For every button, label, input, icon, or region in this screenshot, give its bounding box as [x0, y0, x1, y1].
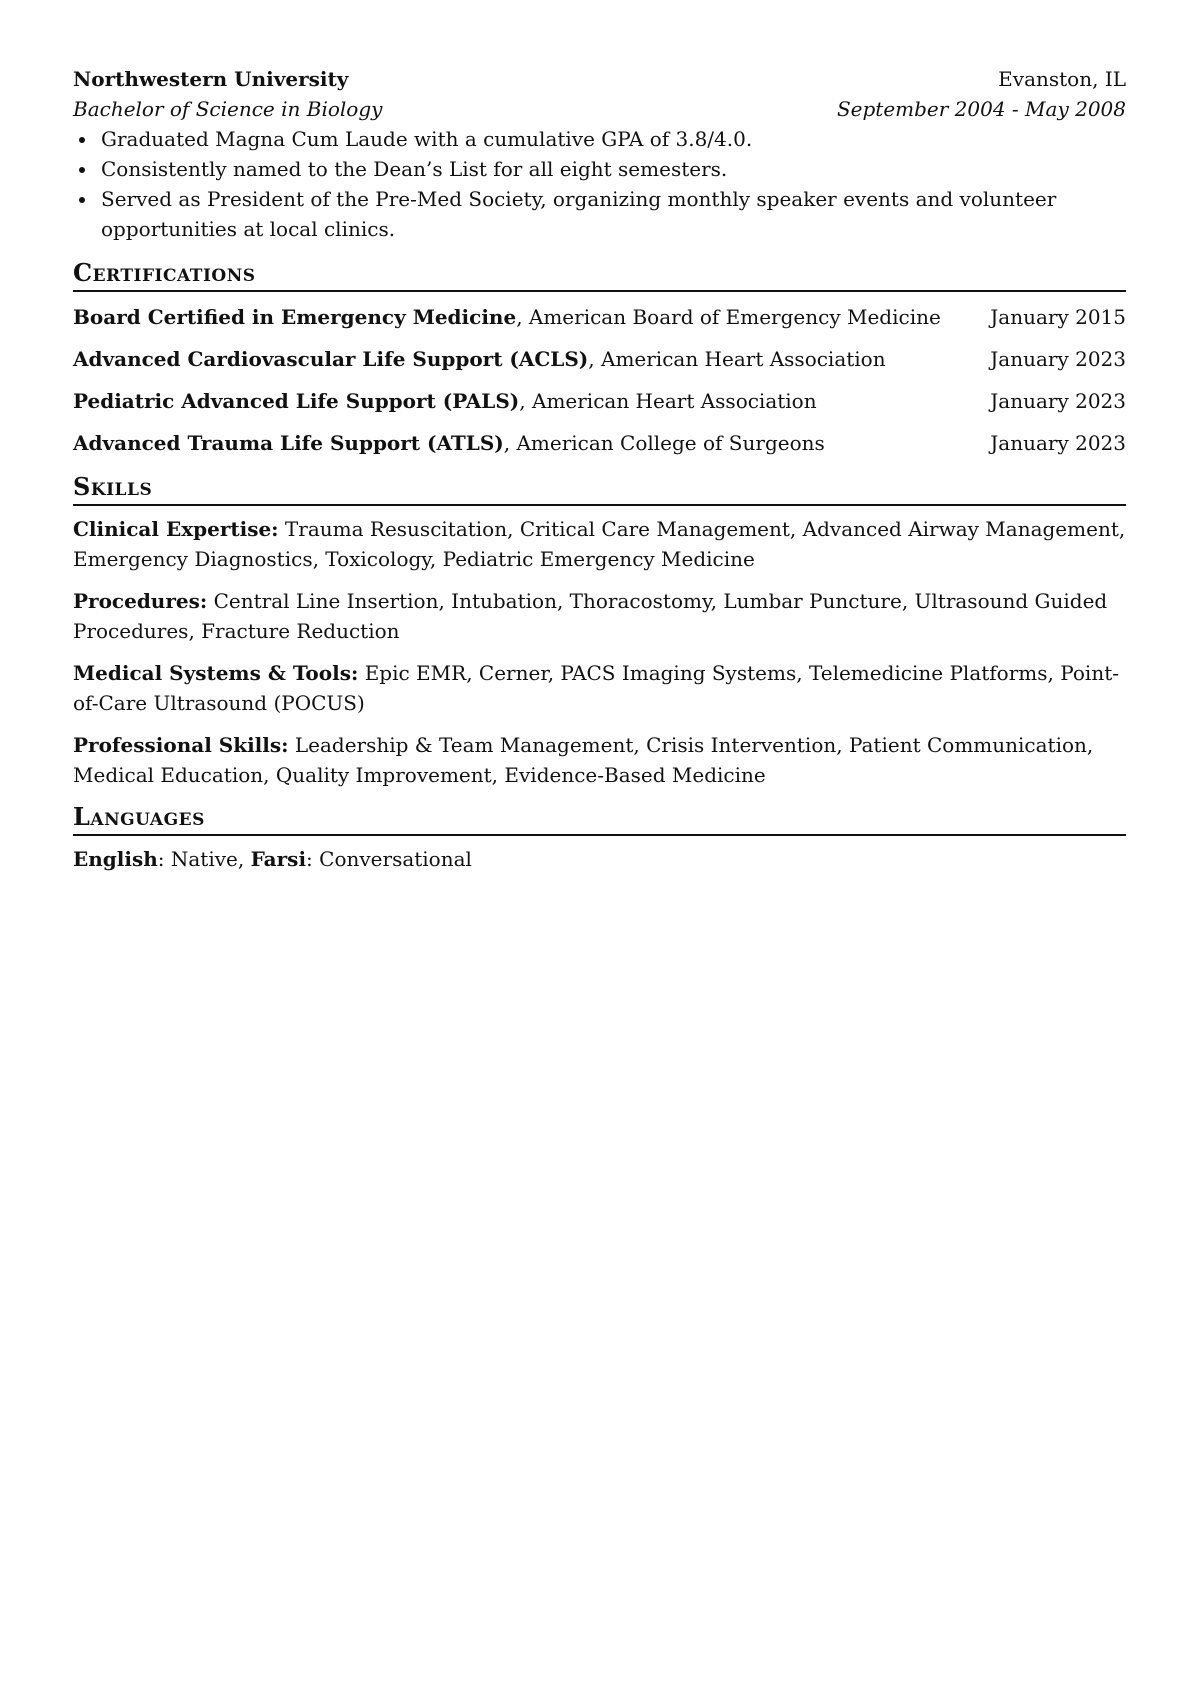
certification-row — [73, 380, 1126, 422]
certification-text — [73, 296, 941, 338]
section-title-skills: Skills — [73, 472, 1126, 506]
certification-name: Advanced Trauma Life Support (ATLS) — [73, 431, 504, 455]
certification-date: January 2023 — [990, 389, 1126, 413]
skill-item — [73, 586, 1126, 646]
education-bullets — [73, 124, 1126, 244]
skill-text: Central Line Insertion, Intubation, Thoracostomy, Lumbar Puncture, Ultrasound Guided Procedures, Fracture Reduction — [73, 589, 1108, 643]
skill-text: Trauma Resuscitation, Critical Care Management, Advanced Airway Management, Emergency Diagnostics, Toxicology, Pediatric Emergency Medicine — [73, 517, 1126, 571]
skill-text: Epic EMR, Cerner, PACS Imaging Systems, Telemedicine Platforms, Point-of-Care Ultrasound (POCUS) — [73, 661, 1119, 715]
skill-label: Procedures: — [73, 589, 208, 613]
certification-date: January 2023 — [990, 347, 1126, 371]
language-level: : Conversational — [306, 847, 472, 871]
education-bullet: Graduated Magna Cum Laude with a cumulative GPA of 3.8/4.0. — [73, 124, 1126, 154]
certification-name: Advanced Cardiovascular Life Support (ACLS) — [73, 347, 589, 371]
school-location: Evanston, IL — [998, 67, 1126, 91]
section-title-certifications: Certifications — [73, 258, 1126, 292]
certification-row — [73, 422, 1126, 464]
certification-text — [73, 380, 817, 422]
certification-row — [73, 338, 1126, 380]
languages-section — [73, 802, 1126, 874]
certification-issuer: , American Heart Association — [588, 347, 886, 371]
certification-text — [73, 422, 825, 464]
certification-row — [73, 296, 1126, 338]
certification-name: Board Certified in Emergency Medicine — [73, 305, 517, 329]
education-entry — [73, 64, 1126, 244]
skill-item — [73, 514, 1126, 574]
certification-issuer: , American Heart Association — [519, 389, 817, 413]
certification-issuer: , American College of Surgeons — [503, 431, 825, 455]
section-title-languages: Languages — [73, 802, 1126, 836]
certifications-list — [73, 296, 1126, 464]
education-dates: September 2004 - May 2008 — [836, 97, 1126, 121]
certification-date: January 2023 — [990, 431, 1126, 455]
skill-item — [73, 730, 1126, 790]
education-header — [73, 64, 1126, 94]
certification-text — [73, 338, 886, 380]
skill-item — [73, 658, 1126, 718]
skill-label: Professional Skills: — [73, 733, 289, 757]
skills-list — [73, 514, 1126, 790]
degree: Bachelor of Science in Biology — [73, 97, 383, 121]
language-name: Farsi — [250, 847, 307, 871]
certifications-section — [73, 258, 1126, 464]
skill-label: Medical Systems & Tools: — [73, 661, 359, 685]
resume-content — [73, 64, 1126, 874]
language-level: : Native, — [157, 847, 251, 871]
education-bullet: Served as President of the Pre-Med Society, organizing monthly speaker events and volunteer opportunities at local clinics. — [73, 184, 1126, 244]
certification-issuer: , American Board of Emergency Medicine — [516, 305, 941, 329]
skills-section — [73, 472, 1126, 790]
certification-name: Pediatric Advanced Life Support (PALS) — [73, 389, 520, 413]
languages-line — [73, 844, 1126, 874]
education-bullet: Consistently named to the Dean’s List for all eight semesters. — [73, 154, 1126, 184]
skill-text: Leadership & Team Management, Crisis Intervention, Patient Communication, Medical Education, Quality Improvement, Evidence-Based Medicine — [73, 733, 1094, 787]
skill-label: Clinical Expertise: — [73, 517, 279, 541]
education-subheader — [73, 94, 1126, 124]
certification-date: January 2015 — [990, 305, 1126, 329]
language-name: English — [73, 847, 158, 871]
school-name: Northwestern University — [73, 67, 349, 91]
